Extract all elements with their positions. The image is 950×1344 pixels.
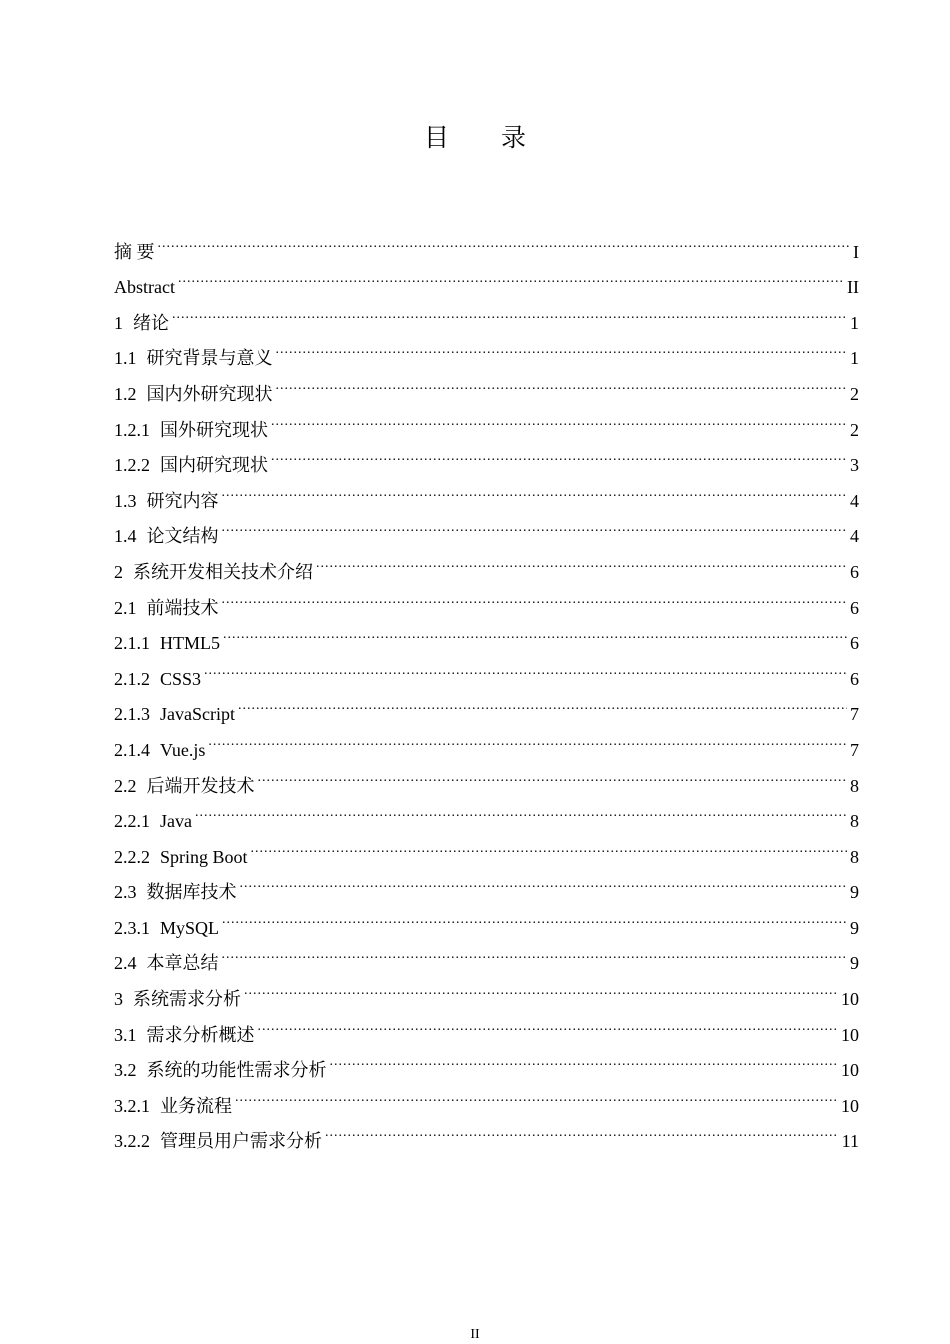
- toc-entry-text: 摘 要: [114, 241, 155, 262]
- toc-entry-number: 2.2: [114, 775, 137, 796]
- toc-leader-dots: [276, 329, 848, 365]
- toc-entry-page: 6: [850, 668, 859, 689]
- toc-entry-number: 3.2: [114, 1060, 137, 1081]
- toc-entry-text: 国内外研究现状: [146, 383, 273, 404]
- toc-leader-dots: [330, 1041, 839, 1077]
- toc-entry-text: 需求分析概述: [146, 1024, 255, 1045]
- toc-entry[interactable]: [114, 258, 859, 298]
- toc-leader-dots: [208, 720, 847, 756]
- toc-entry-page: 9: [850, 917, 859, 938]
- toc-entry-text: 数据库技术: [146, 882, 237, 903]
- toc-entry-text: Java: [160, 811, 192, 832]
- toc-entry-text: 国外研究现状: [160, 419, 268, 440]
- toc-entry-text: 前端技术: [146, 597, 219, 618]
- toc-entry-number: 2.3: [114, 882, 137, 903]
- toc-entry-page: 10: [841, 989, 859, 1010]
- toc-entry-label: [114, 875, 240, 911]
- toc-entry-page: 2: [850, 419, 859, 440]
- toc-entry[interactable]: [114, 471, 859, 511]
- toc-entry-text: Vue.js: [160, 739, 206, 760]
- toc-entry-text: 研究背景与意义: [146, 348, 273, 369]
- toc-entry-text: Abstract: [114, 277, 175, 298]
- toc-entry-text: 系统开发相关技术介绍: [133, 561, 313, 582]
- toc-leader-dots: [271, 436, 847, 472]
- toc-leader-dots: [235, 1076, 838, 1112]
- toc-entry-page: 9: [850, 953, 859, 974]
- toc-entry-number: 1.4: [114, 526, 137, 547]
- toc-entry-text: 本章总结: [146, 953, 219, 974]
- toc-entry-number: 1.2.2: [114, 455, 150, 476]
- toc-leader-dots: [325, 1112, 839, 1148]
- toc-entry-number: 2.1: [114, 597, 137, 618]
- toc-entry-label: [114, 591, 222, 627]
- toc-entry-page: 2: [850, 383, 859, 404]
- toc-entry-number: 2: [114, 561, 123, 582]
- toc-entry-number: 2.1.2: [114, 668, 150, 689]
- toc-entry-text: 国内研究现状: [160, 455, 268, 476]
- toc-entry-page: 3: [850, 455, 859, 476]
- toc-entry[interactable]: [114, 720, 859, 760]
- toc-entry-page: 1: [850, 348, 859, 369]
- toc-entry-page: 10: [841, 1060, 859, 1081]
- toc-leader-dots: [195, 792, 847, 828]
- toc-leader-dots: [258, 756, 848, 792]
- toc-entry-page: 10: [841, 1024, 859, 1045]
- toc-entry-label: [114, 840, 251, 876]
- toc-entry-page: 10: [841, 1095, 859, 1116]
- toc-entry-text: 管理员用户需求分析: [160, 1131, 322, 1152]
- toc-entry-page: 6: [850, 597, 859, 618]
- toc-entry-label: [114, 733, 208, 769]
- toc-entry-label: [114, 519, 222, 555]
- toc-entry-number: 1: [114, 312, 123, 333]
- toc-entry-text: 绪论: [133, 312, 169, 333]
- toc-entry-number: 2.4: [114, 953, 137, 974]
- toc-entry[interactable]: [114, 542, 859, 582]
- toc-leader-dots: [172, 293, 847, 329]
- toc-entry-text: JavaScript: [160, 704, 235, 725]
- toc-entry-page: 8: [850, 811, 859, 832]
- toc-entry[interactable]: [114, 934, 859, 974]
- toc-entry-page: 4: [850, 526, 859, 547]
- toc-leader-dots: [222, 934, 848, 970]
- toc-leader-dots: [222, 898, 847, 934]
- toc-entry-page: 8: [850, 775, 859, 796]
- toc-leader-dots: [258, 1005, 839, 1041]
- toc-entry-label: [114, 1124, 325, 1160]
- table-of-contents: [114, 222, 859, 1152]
- page-title: 目 录: [424, 123, 548, 152]
- toc-entry-number: 1.2.1: [114, 419, 150, 440]
- toc-entry-number: 3.2.2: [114, 1131, 150, 1152]
- toc-entry-number: 2.1.1: [114, 633, 150, 654]
- toc-entry-page: I: [853, 241, 859, 262]
- toc-entry-page: 6: [850, 561, 859, 582]
- toc-entry-page: 8: [850, 846, 859, 867]
- toc-entry-number: 2.3.1: [114, 917, 150, 938]
- toc-entry-text: MySQL: [160, 917, 220, 938]
- toc-leader-dots: [316, 542, 847, 578]
- toc-entry-label: [114, 341, 276, 377]
- toc-entry-page: 4: [850, 490, 859, 511]
- toc-entry-text: 研究内容: [146, 490, 219, 511]
- toc-entry-text: 业务流程: [160, 1095, 232, 1116]
- toc-entry-page: 1: [850, 312, 859, 333]
- toc-entry-page: 6: [850, 633, 859, 654]
- toc-leader-dots: [238, 685, 847, 721]
- toc-leader-dots: [222, 578, 848, 614]
- toc-entry-page: 7: [850, 704, 859, 725]
- toc-entry-text: CSS3: [160, 668, 202, 689]
- toc-entry[interactable]: [114, 293, 859, 333]
- toc-leader-dots: [271, 400, 847, 436]
- toc-entry-label: [114, 804, 195, 840]
- toc-entry-label: [114, 911, 222, 947]
- toc-entry-label: [114, 235, 158, 271]
- toc-entry-text: 后端开发技术: [146, 775, 255, 796]
- toc-leader-dots: [244, 969, 838, 1005]
- toc-leader-dots: [178, 258, 844, 294]
- toc-leader-dots: [158, 222, 851, 258]
- toc-entry[interactable]: [114, 329, 859, 369]
- toc-entry[interactable]: [114, 649, 859, 689]
- page-number: II: [470, 1327, 480, 1342]
- toc-entry-page: 7: [850, 739, 859, 760]
- toc-entry-number: 1.2: [114, 383, 137, 404]
- toc-entry-number: 1.3: [114, 490, 137, 511]
- toc-entry[interactable]: [114, 507, 859, 547]
- toc-entry[interactable]: [114, 614, 859, 654]
- toc-entry-page: 9: [850, 882, 859, 903]
- toc-leader-dots: [223, 614, 847, 650]
- toc-entry[interactable]: [114, 222, 859, 262]
- toc-leader-dots: [204, 649, 847, 685]
- toc-entry-label: [114, 306, 172, 342]
- toc-entry[interactable]: [114, 969, 859, 1010]
- toc-leader-dots: [222, 507, 848, 543]
- toc-entry-number: 3: [114, 989, 123, 1010]
- toc-entry-label: [114, 270, 178, 306]
- toc-entry-label: [114, 662, 204, 698]
- toc-entry-page: II: [847, 277, 859, 298]
- toc-entry[interactable]: [114, 756, 859, 796]
- toc-leader-dots: [240, 863, 848, 899]
- toc-entry-text: 系统需求分析: [133, 989, 241, 1010]
- toc-entry-page: 11: [841, 1131, 859, 1152]
- toc-entry-number: 1.1: [114, 348, 137, 369]
- toc-entry-label: [114, 982, 244, 1018]
- toc-entry-number: 2.1.4: [114, 739, 150, 760]
- toc-entry[interactable]: [114, 578, 859, 618]
- toc-entry-text: 论文结构: [146, 526, 219, 547]
- toc-entry[interactable]: [114, 827, 859, 867]
- toc-entry-label: [114, 377, 276, 413]
- toc-entry[interactable]: [114, 898, 859, 938]
- toc-entry-number: 3.2.1: [114, 1095, 150, 1116]
- toc-entry[interactable]: [114, 792, 859, 832]
- toc-entry-text: Spring Boot: [160, 846, 248, 867]
- toc-entry-number: 3.1: [114, 1024, 137, 1045]
- toc-entry-number: 2.2.2: [114, 846, 150, 867]
- toc-leader-dots: [276, 364, 848, 400]
- toc-entry-label: [114, 1018, 258, 1054]
- toc-entry-label: [114, 946, 222, 982]
- toc-entry-label: [114, 413, 271, 449]
- toc-entry[interactable]: [114, 685, 859, 725]
- toc-leader-dots: [251, 827, 847, 863]
- toc-entry-text: HTML5: [160, 633, 220, 654]
- toc-entry-label: [114, 1089, 235, 1125]
- toc-entry-number: 2.1.3: [114, 704, 150, 725]
- toc-leader-dots: [222, 471, 848, 507]
- toc-entry-number: 2.2.1: [114, 811, 150, 832]
- toc-entry-label: [114, 484, 222, 520]
- toc-entry-text: 系统的功能性需求分析: [146, 1060, 327, 1081]
